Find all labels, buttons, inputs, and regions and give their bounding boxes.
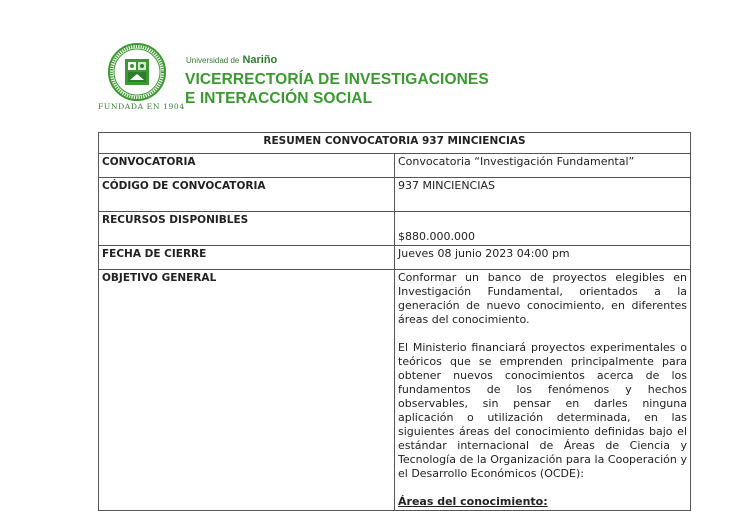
table-title: RESUMEN CONVOCATORIA 937 MINCIENCIAS bbox=[99, 133, 691, 154]
table-row bbox=[99, 154, 691, 178]
table-row bbox=[99, 270, 691, 511]
objetivo-paragraph-2: El Ministerio financiará proyectos experimentales o teóricos que se emprenden principalmente para obtener nuevos conocimientos acerca de los fundamentos de los fenómenos y hechos observables, sin pensar en darles ninguna aplicación o utilización determinada, en las siguientes áreas del conocimiento definidas bajo el estándar internacional de Áreas de Ciencia y Tecnología de la Organización para la Cooperación y el Desarrollo Económicos (OCDE): bbox=[398, 341, 687, 480]
university-seal-logo bbox=[108, 43, 166, 101]
recursos-amount: $880.000.000 bbox=[398, 230, 475, 243]
row-label-fecha: FECHA DE CIERRE bbox=[99, 246, 395, 270]
summary-table bbox=[98, 132, 691, 511]
row-label-recursos: RECURSOS DISPONIBLES bbox=[99, 212, 395, 246]
university-name-main: Nariño bbox=[242, 54, 278, 66]
row-value-objetivo bbox=[395, 270, 691, 511]
row-label-convocatoria: CONVOCATORIA bbox=[99, 154, 395, 178]
university-prefix: Universidad de bbox=[186, 56, 240, 65]
vicerrectoria-title-line1: VICERRECTORÍA DE INVESTIGACIONES bbox=[185, 71, 489, 88]
document-header bbox=[0, 0, 741, 125]
table-row bbox=[99, 178, 691, 212]
row-value-codigo: 937 MINCIENCIAS bbox=[395, 178, 691, 212]
row-label-objetivo: OBJETIVO GENERAL bbox=[99, 270, 395, 511]
table-row bbox=[99, 212, 691, 246]
row-value-recursos bbox=[395, 212, 691, 246]
row-value-fecha: Jueves 08 junio 2023 04:00 pm bbox=[395, 246, 691, 270]
row-label-codigo: CÓDIGO DE CONVOCATORIA bbox=[99, 178, 395, 212]
areas-heading: Áreas del conocimiento: bbox=[398, 495, 548, 508]
vicerrectoria-title-line2: E INTERACCIÓN SOCIAL bbox=[185, 90, 373, 107]
table-title-row bbox=[99, 133, 691, 154]
university-name bbox=[186, 54, 277, 66]
objetivo-paragraph-1: Conformar un banco de proyectos elegibles en Investigación Fundamental, orientados a la generación de nuevo conocimiento, en diferentes áreas del conocimiento. bbox=[398, 271, 687, 326]
row-value-convocatoria: Convocatoria “Investigación Fundamental” bbox=[395, 154, 691, 178]
table-row bbox=[99, 246, 691, 270]
founded-text: FUNDADA EN 1904 bbox=[98, 102, 185, 111]
